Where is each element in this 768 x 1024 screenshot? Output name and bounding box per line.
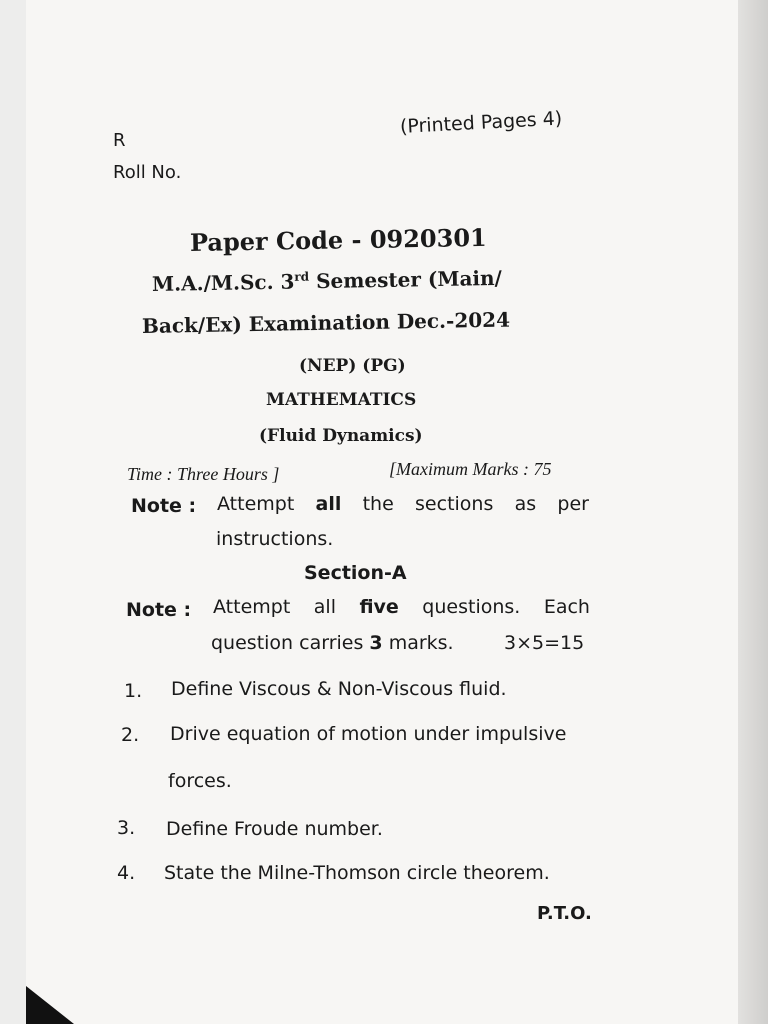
course-line-2: Back/Ex) Examination Dec.-2024 [141, 307, 511, 338]
note-text-cont: instructions. [216, 528, 334, 550]
question-number: 1. [124, 680, 143, 702]
question-number: 4. [117, 862, 136, 884]
paper-code: Paper Code - 0920301 [189, 222, 487, 257]
topic: (Fluid Dynamics) [259, 426, 423, 446]
section-note-text-cont: question carries 3 marks. [211, 632, 454, 654]
max-marks-label: [Maximum Marks : 75 [389, 459, 552, 479]
question-text-cont: forces. [168, 770, 232, 792]
course-line-1: M.A./M.Sc. 3rd Semester (Main/ [151, 265, 503, 296]
subject: MATHEMATICS [266, 390, 417, 410]
roll-no-label: Roll No. [113, 162, 182, 183]
section-marks: 3×5=15 [504, 632, 585, 654]
pto-label: P.T.O. [537, 903, 592, 924]
question-text: Drive equation of motion under impulsive [170, 723, 567, 745]
note-label: Note : [131, 495, 197, 517]
question-text: Define Viscous & Non-Viscous fluid. [171, 678, 507, 700]
section-heading: Section-A [304, 562, 407, 584]
question-number: 3. [117, 817, 136, 839]
question-number: 2. [121, 724, 140, 746]
question-text: Define Froude number. [166, 818, 383, 840]
note-text: Attempt all the sections as per [217, 493, 589, 515]
page-shadow [738, 0, 768, 1024]
question-text: State the Milne-Thomson circle theorem. [164, 862, 550, 884]
section-note-text: Attempt all five questions. Each [213, 596, 590, 618]
section-note-label: Note : [126, 599, 192, 621]
scan-corner [26, 986, 74, 1024]
r-mark: R [113, 130, 126, 151]
time-label: Time : Three Hours ] [127, 464, 280, 484]
nep-pg: (NEP) (PG) [299, 356, 406, 376]
printed-pages: (Printed Pages 4) [399, 107, 563, 138]
